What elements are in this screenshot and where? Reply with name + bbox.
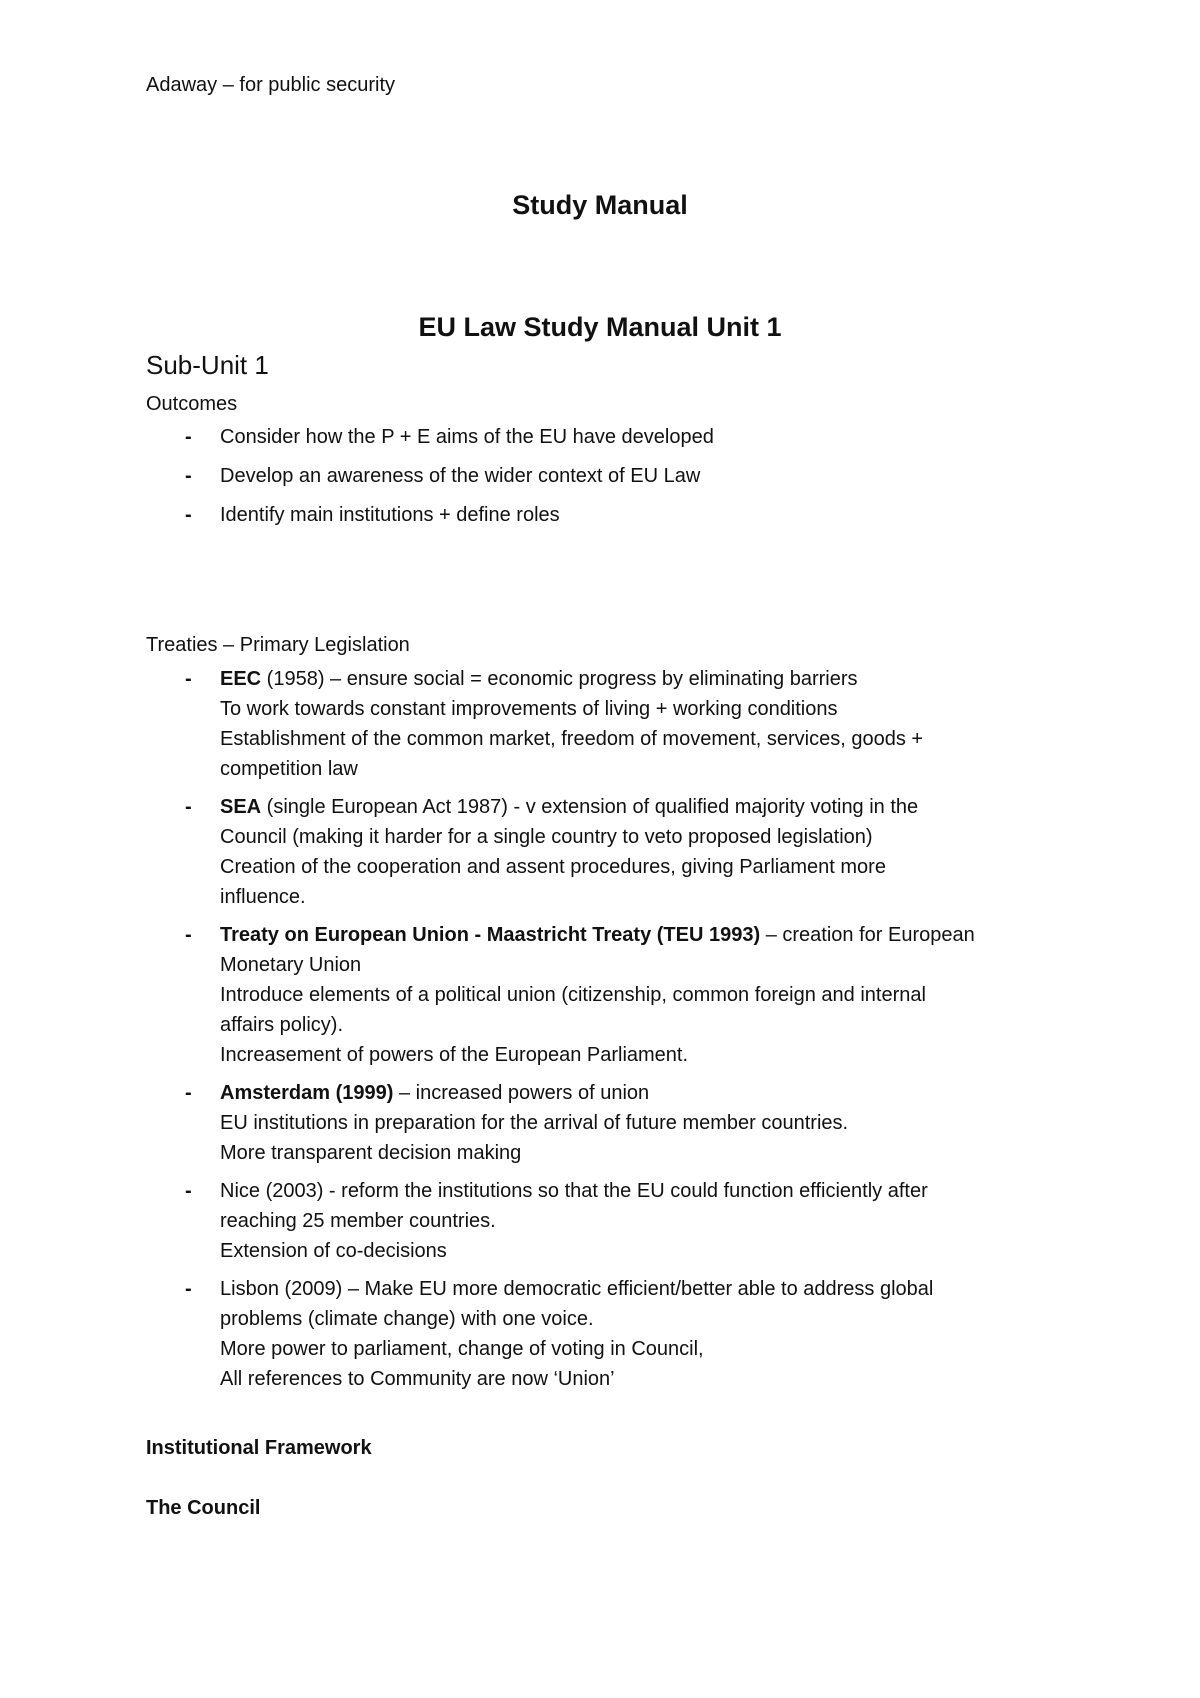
list-item: - Treaty on European Union - Maastricht Treaty (TEU 1993) – creation for European Monetary Union Introduce elements of a political union (citizenship, common foreign and internal affairs policy). Increasement of powers of the European Parliament.	[146, 920, 1046, 1070]
list-item: - Nice (2003) - reform the institutions so that the EU could function efficiently after reaching 25 member countries. Extension of co-decisions	[146, 1176, 1046, 1266]
treaties-list	[146, 664, 1046, 1402]
list-item: - Amsterdam (1999) – increased powers of union EU institutions in preparation for the arrival of future member countries. More transparent decision making	[146, 1078, 1046, 1168]
list-item: - Develop an awareness of the wider context of EU Law	[146, 461, 1046, 491]
bullet-icon: -	[185, 1278, 192, 1300]
unit-title: EU Law Study Manual Unit 1	[418, 312, 782, 342]
bullet-icon: -	[185, 426, 192, 448]
outcomes-list	[146, 422, 1046, 539]
bullet-icon: -	[185, 796, 192, 818]
bullet-icon: -	[185, 504, 192, 526]
bullet-icon: -	[185, 1180, 192, 1202]
bullet-icon: -	[185, 924, 192, 946]
list-item: - Identify main institutions + define roles	[146, 500, 1046, 530]
list-item: - SEA (single European Act 1987) - v extension of qualified majority voting in the Council (making it harder for a single country to veto proposed legislation) Creation of the cooperation and assent procedures, giving Parliament more influence.	[146, 792, 1046, 912]
list-item: - Consider how the P + E aims of the EU have developed	[146, 422, 1046, 452]
bullet-icon: -	[185, 1082, 192, 1104]
list-item: - EEC (1958) – ensure social = economic progress by eliminating barriers To work towards constant improvements of living + working conditions Establishment of the common market, freedom of movement, services, goods + competition law	[146, 664, 1046, 784]
sub-unit-heading: Sub-Unit 1	[146, 350, 269, 380]
list-item: - Lisbon (2009) – Make EU more democratic efficient/better able to address global problems (climate change) with one voice. More power to parliament, change of voting in Council, All references to Community are now ‘Union’	[146, 1274, 1046, 1394]
bullet-icon: -	[185, 668, 192, 690]
institutional-framework-heading: Institutional Framework	[146, 1437, 372, 1459]
page-title: Study Manual	[512, 190, 688, 220]
the-council-heading: The Council	[146, 1497, 261, 1519]
outcomes-heading: Outcomes	[146, 393, 238, 415]
header-note: Adaway – for public security	[146, 74, 396, 96]
bullet-icon: -	[185, 465, 192, 487]
treaties-heading: Treaties – Primary Legislation	[146, 634, 410, 656]
